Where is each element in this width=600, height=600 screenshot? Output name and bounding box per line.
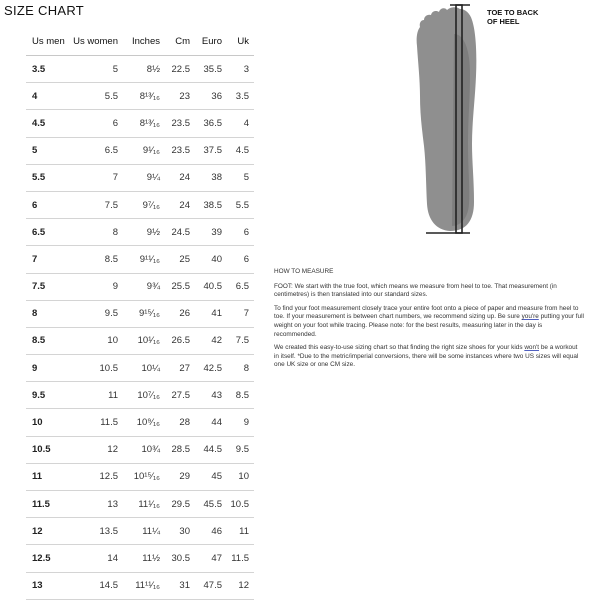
how-to-measure-paragraph-3 — [274, 344, 584, 370]
cell-inches: 9¹⁄₁₆ — [118, 137, 160, 164]
table-row — [26, 436, 254, 463]
cell-us-men: 10 — [26, 409, 66, 436]
cell-euro: 40.5 — [190, 273, 222, 300]
how-to-measure-section — [274, 268, 584, 375]
table-row — [26, 191, 254, 218]
cell-cm: 26 — [160, 300, 190, 327]
table-row — [26, 246, 254, 273]
cell-uk: 12 — [222, 572, 254, 599]
cell-euro: 43 — [190, 382, 222, 409]
paragraph-2-underlined: you're — [521, 313, 539, 321]
cell-euro: 44 — [190, 409, 222, 436]
cell-inches: 10⁷⁄₁₆ — [118, 382, 160, 409]
cell-euro: 40 — [190, 246, 222, 273]
chart-title: SIZE CHART — [4, 3, 85, 18]
cell-us-women: 5.5 — [66, 83, 118, 110]
cell-uk: 5 — [222, 164, 254, 191]
cell-uk: 9.5 — [222, 436, 254, 463]
cell-inches: 10¹⁵⁄₁₆ — [118, 463, 160, 490]
cell-cm: 27.5 — [160, 382, 190, 409]
paragraph-2-text-a: To find your foot measurement closely trace your entire foot onto a piece of paper and measure from heel to toe. If your measurement is between chart numbers, we recommend sizing up. Be sure — [274, 304, 579, 321]
cell-inches: 8¹³⁄₁₆ — [118, 83, 160, 110]
cell-euro: 46 — [190, 518, 222, 545]
cell-uk: 3 — [222, 56, 254, 83]
cell-inches: 10¹⁄₁₆ — [118, 327, 160, 354]
col-header-us-men: Us men — [26, 28, 66, 56]
cell-euro: 42 — [190, 327, 222, 354]
table-row — [26, 300, 254, 327]
cell-euro: 41 — [190, 300, 222, 327]
table-row — [26, 545, 254, 572]
cell-uk: 5.5 — [222, 191, 254, 218]
cell-us-women: 10.5 — [66, 355, 118, 382]
cell-euro: 42.5 — [190, 355, 222, 382]
table-row — [26, 56, 254, 83]
cell-cm: 28.5 — [160, 436, 190, 463]
how-to-measure-paragraph-1: FOOT: We start with the true foot, which means we measure from heel to toe. That measurement (in centimetres) is then translated into our standard sizes. — [274, 282, 557, 299]
table-row — [26, 382, 254, 409]
cell-uk: 11 — [222, 518, 254, 545]
cell-euro: 45 — [190, 463, 222, 490]
table-row — [26, 110, 254, 137]
cell-uk: 4.5 — [222, 137, 254, 164]
cell-euro: 37.5 — [190, 137, 222, 164]
cell-inches: 9¹⁵⁄₁₆ — [118, 300, 160, 327]
cell-us-women: 14.5 — [66, 572, 118, 599]
cell-cm: 30 — [160, 518, 190, 545]
cell-us-men: 10.5 — [26, 436, 66, 463]
cell-us-men: 6.5 — [26, 219, 66, 246]
cell-cm: 23 — [160, 83, 190, 110]
col-header-cm: Cm — [160, 28, 190, 56]
col-header-us-women: Us women — [66, 28, 118, 56]
cell-cm: 29 — [160, 463, 190, 490]
cell-euro: 44.5 — [190, 436, 222, 463]
table-row — [26, 137, 254, 164]
table-row — [26, 219, 254, 246]
cell-us-women: 7 — [66, 164, 118, 191]
cell-us-men: 8 — [26, 300, 66, 327]
cell-uk: 7.5 — [222, 327, 254, 354]
cell-cm: 22.5 — [160, 56, 190, 83]
cell-uk: 7 — [222, 300, 254, 327]
cell-uk: 10 — [222, 463, 254, 490]
cell-cm: 27 — [160, 355, 190, 382]
cell-cm: 30.5 — [160, 545, 190, 572]
cell-inches: 10¼ — [118, 355, 160, 382]
cell-us-women: 9.5 — [66, 300, 118, 327]
cell-uk: 8 — [222, 355, 254, 382]
table-row — [26, 355, 254, 382]
cell-us-women: 12.5 — [66, 463, 118, 490]
cell-us-women: 12 — [66, 436, 118, 463]
cell-uk: 9 — [222, 409, 254, 436]
cell-inches: 8¹³⁄₁₆ — [118, 110, 160, 137]
cell-inches: 9¹¹⁄₁₆ — [118, 246, 160, 273]
cell-us-women: 13.5 — [66, 518, 118, 545]
cell-cm: 24.5 — [160, 219, 190, 246]
cell-cm: 24 — [160, 164, 190, 191]
cell-uk: 10.5 — [222, 491, 254, 518]
paragraph-2-text-b: putting your full weight on your foot while tracing. Please note: for the best results, measuring later in the day is recommended. — [274, 313, 584, 338]
col-header-euro: Euro — [190, 28, 222, 56]
table-row — [26, 491, 254, 518]
paragraph-3-text-b: be a workout in itself. *Due to the metric/imperial conversions, there will be some instances where two US sizes will equal one UK size or one CM size. — [274, 344, 579, 369]
table-row — [26, 572, 254, 599]
cell-inches: 11¹¹⁄₁₆ — [118, 572, 160, 599]
cell-us-men: 7 — [26, 246, 66, 273]
cell-euro: 39 — [190, 219, 222, 246]
cell-us-women: 5 — [66, 56, 118, 83]
table-header-row — [26, 28, 254, 56]
cell-inches: 11¹⁄₁₆ — [118, 491, 160, 518]
cell-us-men: 4 — [26, 83, 66, 110]
cell-us-men: 12.5 — [26, 545, 66, 572]
cell-us-women: 7.5 — [66, 191, 118, 218]
size-chart-table — [26, 28, 254, 600]
cell-uk: 3.5 — [222, 83, 254, 110]
cell-cm: 25 — [160, 246, 190, 273]
cell-euro: 45.5 — [190, 491, 222, 518]
cell-us-men: 5.5 — [26, 164, 66, 191]
cell-us-women: 9 — [66, 273, 118, 300]
cell-us-men: 11.5 — [26, 491, 66, 518]
cell-cm: 23.5 — [160, 110, 190, 137]
cell-us-women: 11 — [66, 382, 118, 409]
cell-uk: 11.5 — [222, 545, 254, 572]
cell-cm: 31 — [160, 572, 190, 599]
cell-euro: 35.5 — [190, 56, 222, 83]
cell-euro: 36 — [190, 83, 222, 110]
cell-us-men: 11 — [26, 463, 66, 490]
cell-inches: 11¼ — [118, 518, 160, 545]
cell-us-men: 12 — [26, 518, 66, 545]
cell-us-women: 6.5 — [66, 137, 118, 164]
cell-us-men: 5 — [26, 137, 66, 164]
toe-to-heel-label: TOE TO BACK OF HEEL — [487, 8, 539, 26]
cell-us-women: 10 — [66, 327, 118, 354]
cell-us-women: 11.5 — [66, 409, 118, 436]
cell-inches: 10¾ — [118, 436, 160, 463]
cell-us-men: 6 — [26, 191, 66, 218]
cell-us-women: 6 — [66, 110, 118, 137]
cell-cm: 28 — [160, 409, 190, 436]
foot-measure-illustration — [412, 4, 482, 236]
col-header-inches: Inches — [118, 28, 160, 56]
cell-cm: 25.5 — [160, 273, 190, 300]
cell-euro: 47 — [190, 545, 222, 572]
cell-us-men: 3.5 — [26, 56, 66, 83]
col-header-uk: Uk — [222, 28, 254, 56]
cell-inches: 8½ — [118, 56, 160, 83]
cell-inches: 9¼ — [118, 164, 160, 191]
how-to-measure-heading: HOW TO MEASURE — [274, 268, 334, 275]
table-row — [26, 327, 254, 354]
cell-euro: 36.5 — [190, 110, 222, 137]
cell-us-women: 8 — [66, 219, 118, 246]
cell-us-men: 7.5 — [26, 273, 66, 300]
how-to-measure-paragraph-2 — [274, 305, 584, 339]
cell-us-men: 13 — [26, 572, 66, 599]
paragraph-3-underlined: won't — [524, 344, 540, 352]
foot-shading — [452, 34, 470, 226]
cell-us-women: 8.5 — [66, 246, 118, 273]
cell-us-men: 8.5 — [26, 327, 66, 354]
cell-uk: 4 — [222, 110, 254, 137]
cell-inches: 9¾ — [118, 273, 160, 300]
cell-euro: 38.5 — [190, 191, 222, 218]
cell-cm: 29.5 — [160, 491, 190, 518]
cell-cm: 24 — [160, 191, 190, 218]
table-row — [26, 83, 254, 110]
cell-us-women: 14 — [66, 545, 118, 572]
cell-cm: 26.5 — [160, 327, 190, 354]
cell-us-women: 13 — [66, 491, 118, 518]
cell-uk: 8.5 — [222, 382, 254, 409]
cell-uk: 6 — [222, 219, 254, 246]
cell-euro: 38 — [190, 164, 222, 191]
table-row — [26, 409, 254, 436]
table-row — [26, 164, 254, 191]
cell-inches: 9⁷⁄₁₆ — [118, 191, 160, 218]
cell-uk: 6.5 — [222, 273, 254, 300]
cell-uk: 6 — [222, 246, 254, 273]
cell-cm: 23.5 — [160, 137, 190, 164]
cell-inches: 11½ — [118, 545, 160, 572]
cell-inches: 9½ — [118, 219, 160, 246]
table-row — [26, 518, 254, 545]
cell-us-men: 9 — [26, 355, 66, 382]
cell-us-men: 4.5 — [26, 110, 66, 137]
table-row — [26, 463, 254, 490]
paragraph-3-text-a: We created this easy-to-use sizing chart so that finding the right size shoes for your kids — [274, 344, 525, 352]
table-row — [26, 273, 254, 300]
cell-us-men: 9.5 — [26, 382, 66, 409]
cell-inches: 10⁹⁄₁₆ — [118, 409, 160, 436]
cell-euro: 47.5 — [190, 572, 222, 599]
